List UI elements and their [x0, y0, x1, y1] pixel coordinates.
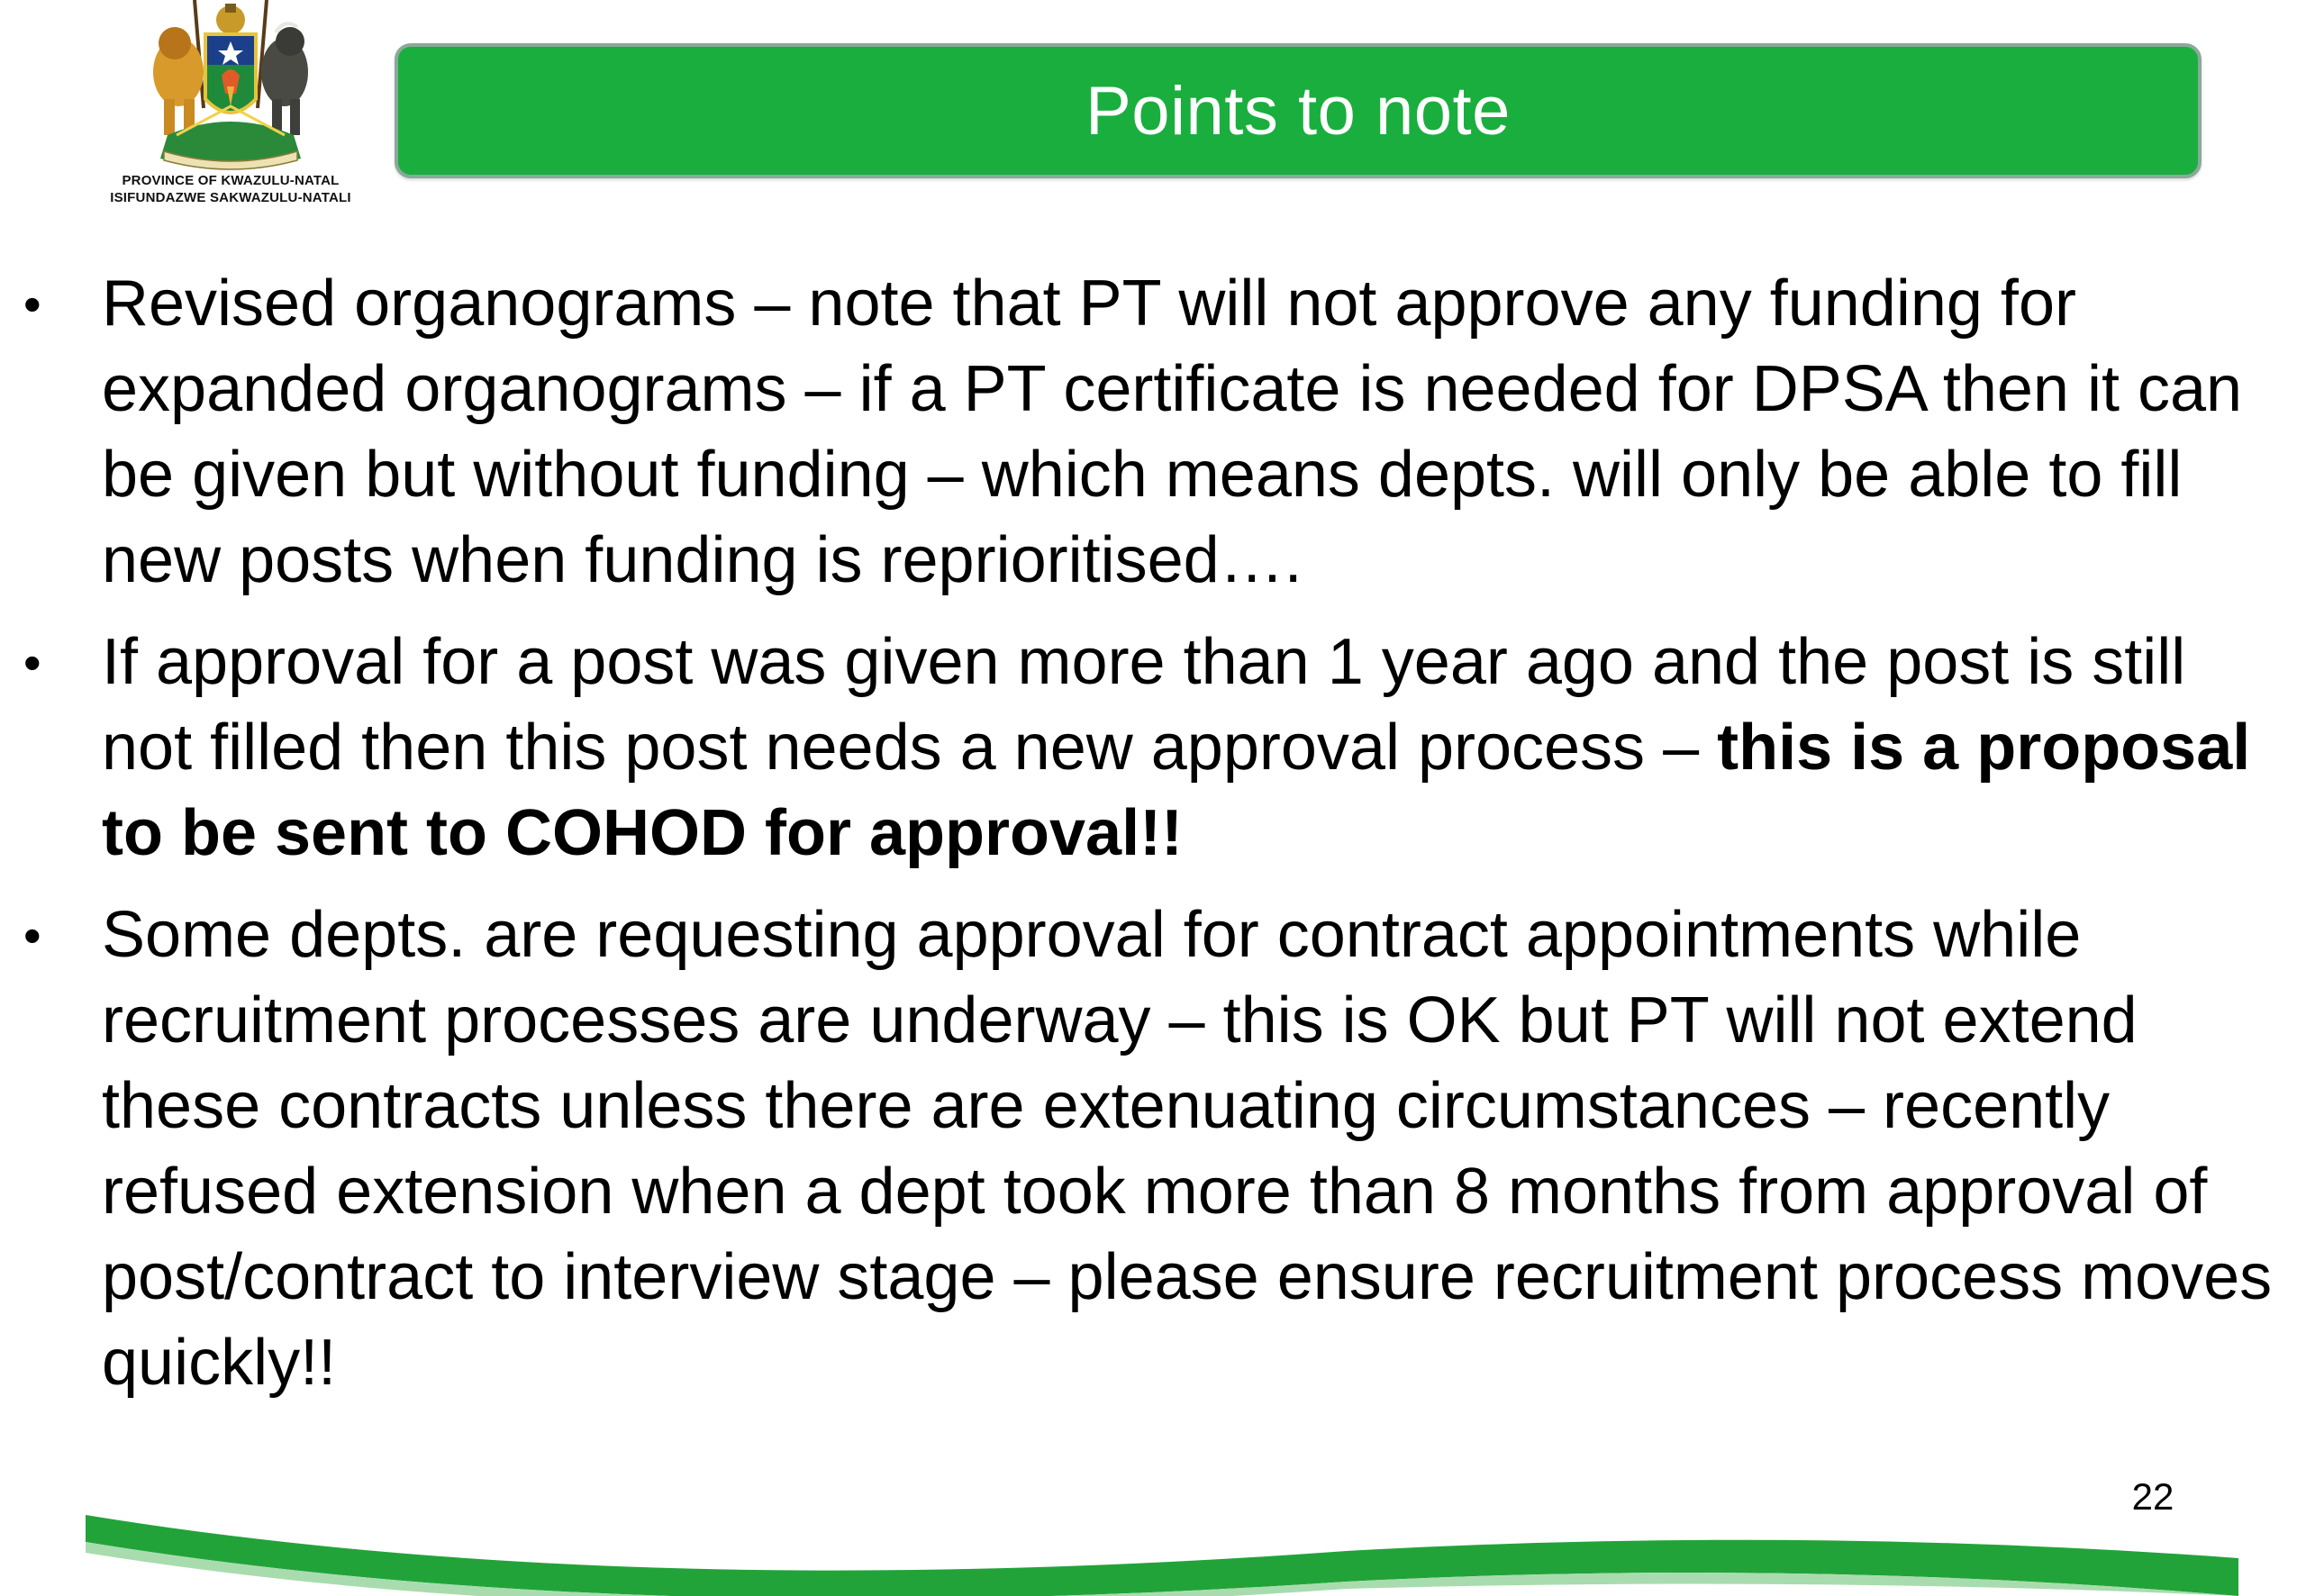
bullet-text: If approval for a post was given more than 1 year ago and the post is still not filled then this post needs a new approval process –: [102, 626, 2186, 784]
logo-caption-isifundazwe: ISIFUNDAZWE SAKWAZULU-NATALI: [110, 190, 351, 205]
coat-of-arms-icon: [132, 0, 330, 171]
logo-caption-province: PROVINCE OF KWAZULU-NATAL: [122, 173, 340, 188]
slide-title: Points to note: [1085, 72, 1511, 150]
bullet-item: [0, 620, 2306, 876]
footer-swoosh: [86, 1495, 2238, 1596]
coat-of-arms-logo: [86, 0, 375, 212]
bullet-dot: •: [23, 634, 41, 691]
bullet-text: Revised organograms – note that PT will not approve any funding for expanded organograms – if a PT certificate is needed for DPSA then it can be given but without funding – which means depts. will only be able to fill new posts when funding is reprioritised….: [102, 268, 2243, 596]
bullet-dot: •: [23, 276, 41, 332]
title-bar: [395, 43, 2202, 178]
bullet-list: [0, 261, 2306, 1422]
bullet-item: [0, 261, 2306, 603]
bullet-dot: •: [23, 907, 41, 964]
bullet-bold-text: this is a proposal to be sent to COHOD for approval!!: [102, 712, 2251, 869]
page-number: 22: [2131, 1475, 2174, 1518]
bullet-item: [0, 893, 2306, 1406]
bullet-text: Some depts. are requesting approval for contract appointments while recruitment processes are underway – this is OK but PT will not extend these contracts unless there are extenuating circumstances – recently refused extension when a dept took more than 8 months from approval of post/contract to interview stage – please ensure recruitment process moves quickly!!: [102, 899, 2273, 1399]
